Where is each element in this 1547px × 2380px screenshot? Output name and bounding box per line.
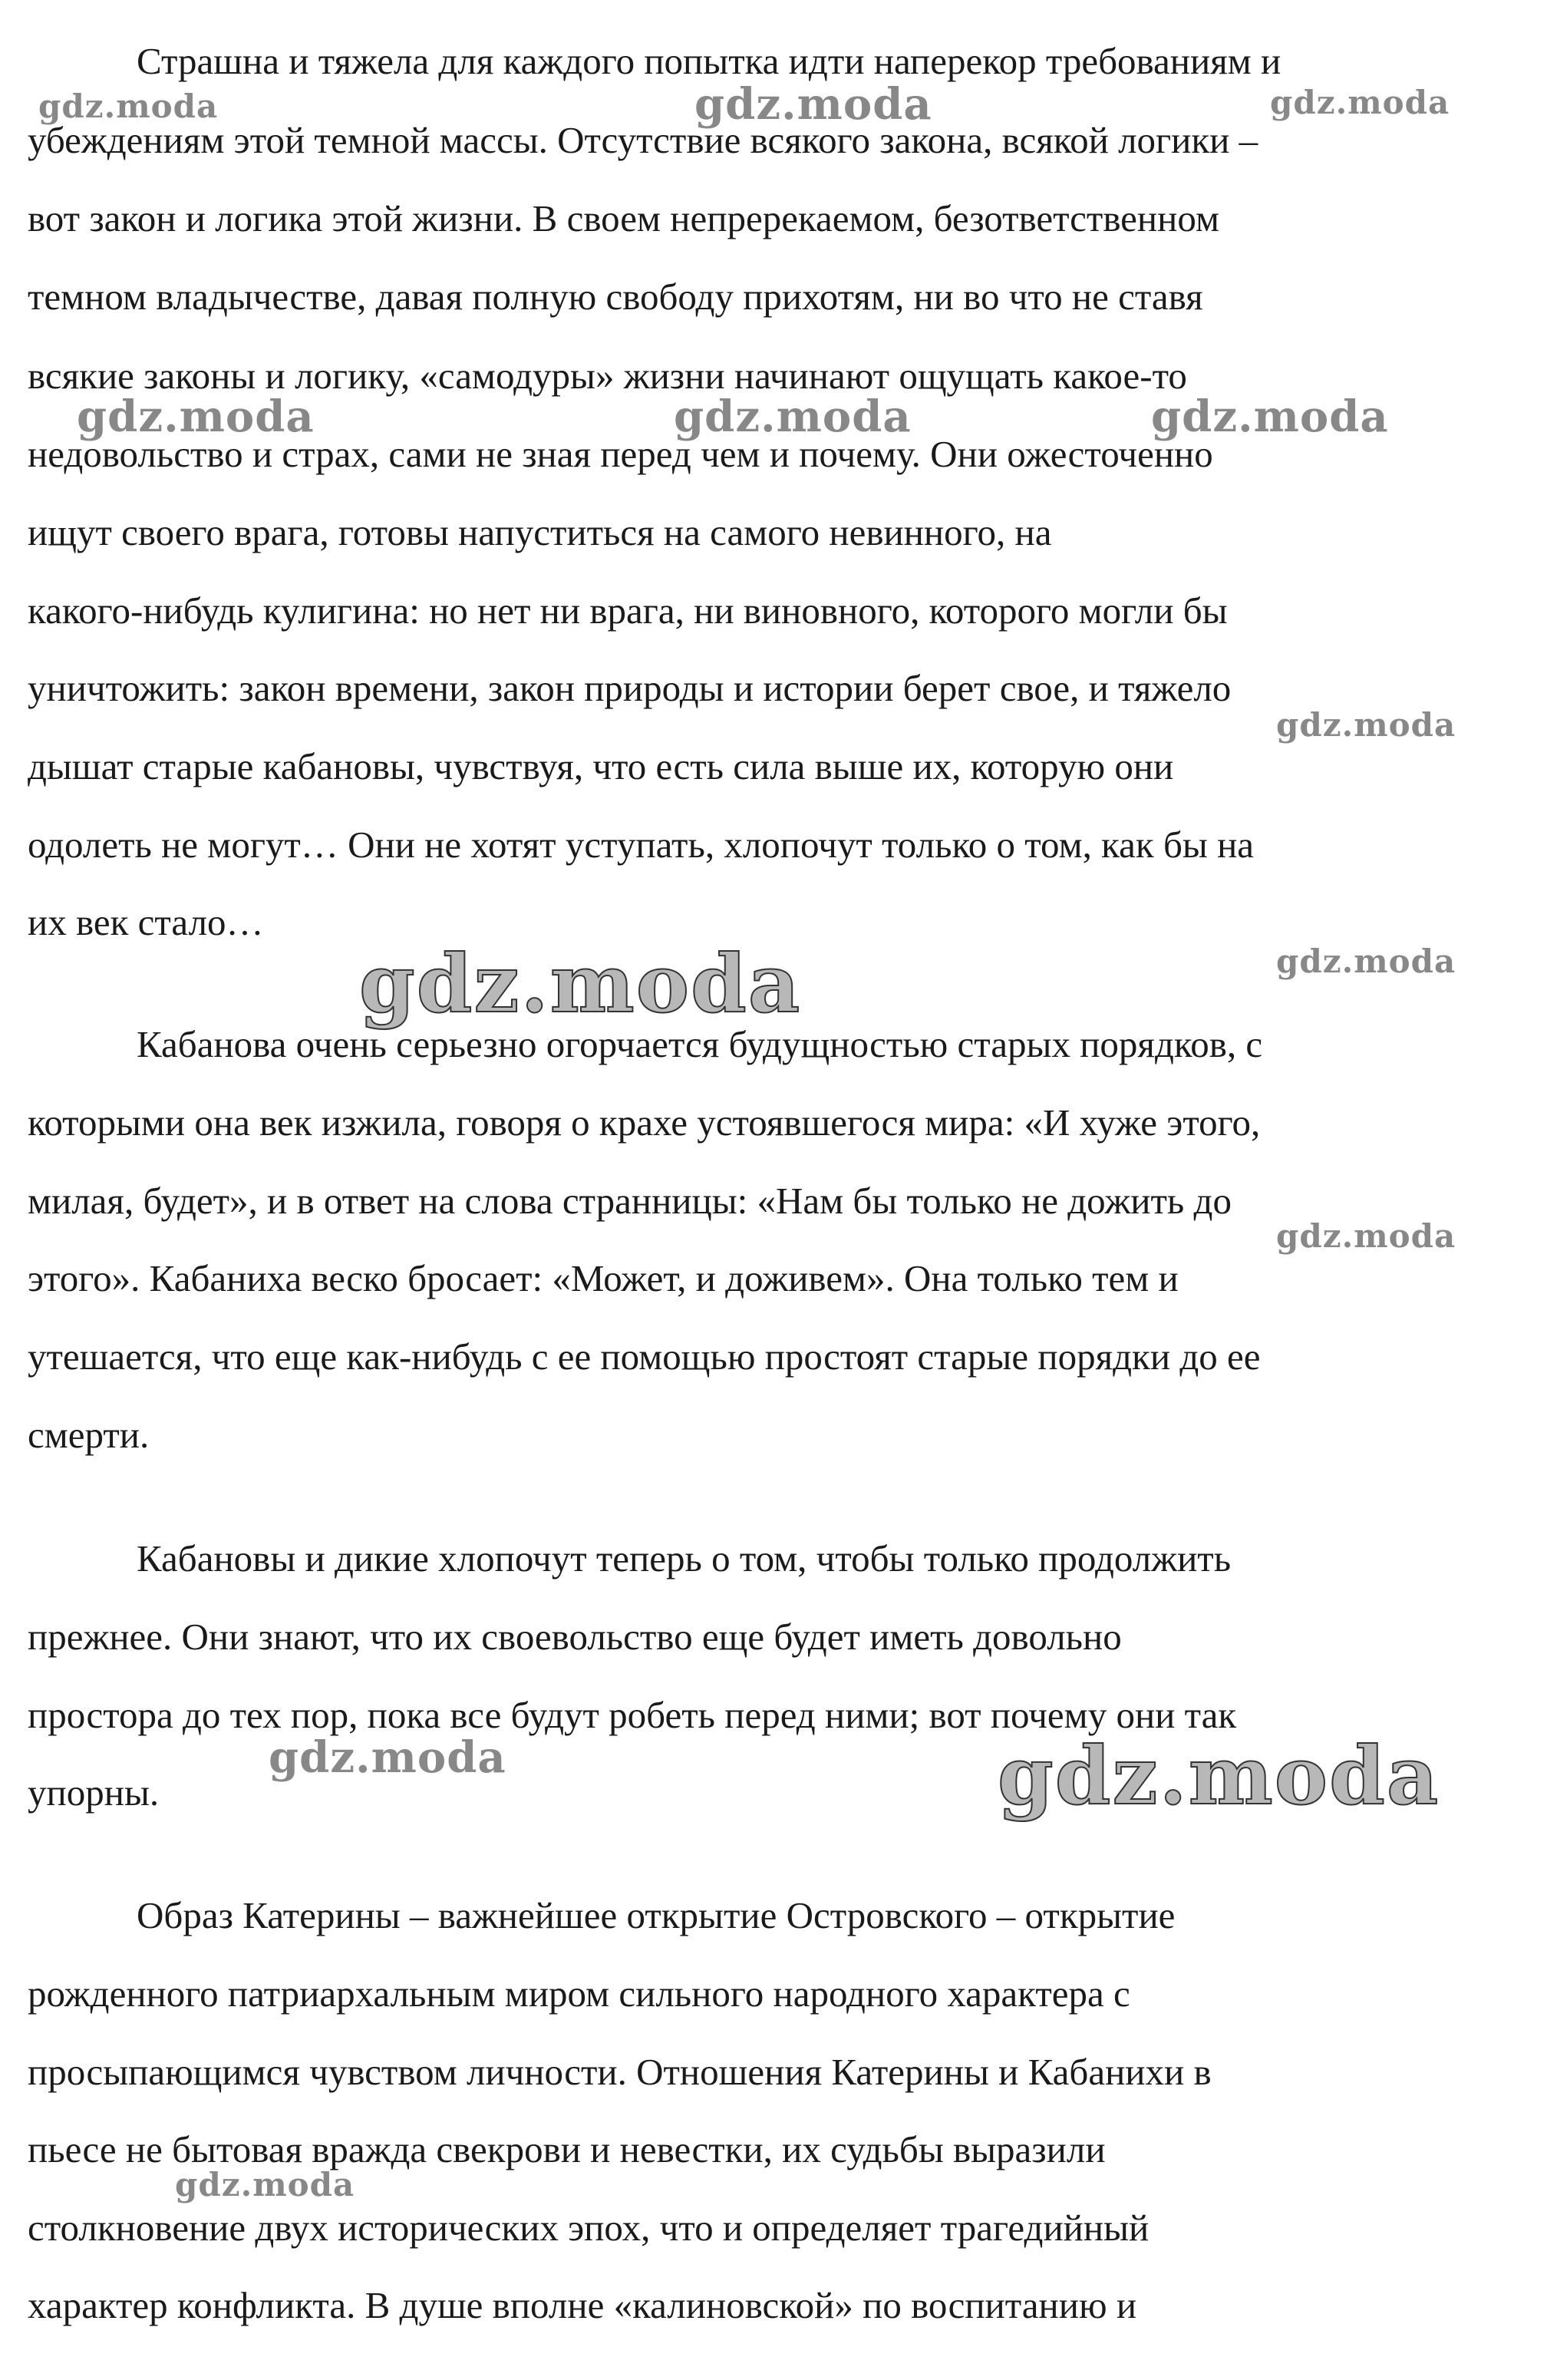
paragraph-1-line-12: их век стало…	[28, 901, 264, 943]
paragraph-1-line-11: одолеть не могут… Они не хотят уступать, хлопочут только о том, как бы на	[28, 824, 1255, 866]
paragraph-2-line-6: смерти.	[28, 1414, 150, 1456]
watermark: gdz.moda	[1151, 391, 1389, 442]
paragraph-4-line-2: рожденного патриархальным миром сильного народного характера с	[28, 1972, 1130, 2015]
paragraph-4-line-6: характер конфликта. В душе вполне «калиновской» по воспитанию и	[28, 2284, 1137, 2326]
paragraph-3-line-3: простора до тех пор, пока все будут робеть перед ними; вот почему они так	[28, 1694, 1237, 1736]
watermark-large: gdz.moda	[998, 1728, 1440, 1823]
paragraph-3-line-2: прежнее. Они знают, что их своевольство еще будет иметь довольно	[28, 1616, 1122, 1658]
watermark: gdz.moda	[694, 79, 932, 130]
paragraph-2-line-4: этого». Кабаниха веско бросает: «Может, и доживем». Она только тем и	[28, 1257, 1179, 1299]
paragraph-1-line-8: какого-нибудь кулигина: но нет ни врага, ни виновного, которого могли бы	[28, 589, 1228, 632]
paragraph-3-line-1: Кабановы и дикие хлопочут теперь о том, чтобы только продолжить	[137, 1537, 1232, 1580]
watermark-large: gdz.moda	[359, 936, 802, 1031]
paragraph-3-line-4: упорны.	[28, 1771, 160, 1814]
watermark: gdz.moda	[1276, 706, 1456, 744]
paragraph-2-line-2: которыми она век изжила, говоря о крахе устоявшегося мира: «И хуже этого,	[28, 1101, 1261, 1144]
paragraph-4-line-3: просыпающимся чувством личности. Отношения Катерины и Кабанихи в	[28, 2051, 1212, 2093]
paragraph-1-line-5: всякие законы и логику, «самодуры» жизни начинают ощущать какое-то	[28, 355, 1187, 397]
watermark: gdz.moda	[269, 1732, 506, 1783]
paragraph-1-line-10: дышат старые кабановы, чувствуя, что есть сила выше их, которую они	[28, 745, 1174, 787]
watermark: gdz.moda	[1276, 1217, 1456, 1255]
watermark: gdz.moda	[1276, 942, 1456, 980]
paragraph-1-line-2: убеждениям этой темной массы. Отсутствие всякого закона, всякой логики –	[28, 119, 1258, 161]
paragraph-1-line-1: Страшна и тяжела для каждого попытка идти наперекор требованиям и	[137, 40, 1281, 82]
paragraph-2-line-3: милая, будет», и в ответ на слова странницы: «Нам бы только не дожить до	[28, 1180, 1232, 1222]
paragraph-4-line-5: столкновение двух исторических эпох, что и определяет трагедийный	[28, 2207, 1150, 2249]
watermark: gdz.moda	[175, 2166, 355, 2203]
paragraph-4-line-1: Образ Катерины – важнейшее открытие Островского – открытие	[137, 1894, 1176, 1936]
watermark: gdz.moda	[77, 391, 315, 442]
paragraph-1-line-3: вот закон и логика этой жизни. В своем непререкаемом, безответственном	[28, 197, 1219, 239]
watermark: gdz.moda	[38, 87, 219, 125]
paragraph-1-line-4: темном владычестве, давая полную свободу прихотям, ни во что не ставя	[28, 276, 1203, 318]
paragraph-1-line-9: уничтожить: закон времени, закон природы и истории берет свое, и тяжело	[28, 667, 1232, 709]
paragraph-2-line-5: утешается, что еще как-нибудь с ее помощью простоят старые порядки до ее	[28, 1335, 1261, 1378]
paragraph-1-line-7: ищут своего врага, готовы напуститься на самого невинного, на	[28, 511, 1052, 553]
paragraph-2-line-1: Кабанова очень серьезно огорчается будущностью старых порядков, с	[137, 1023, 1263, 1065]
watermark: gdz.moda	[1270, 84, 1450, 121]
paragraph-4-line-4: пьесе не бытовая вражда свекрови и невестки, их судьбы выразили	[28, 2128, 1106, 2170]
watermark: gdz.moda	[674, 391, 912, 442]
paragraph-1-line-6: недовольство и страх, сами не зная перед чем и почему. Они ожесточенно	[28, 433, 1213, 475]
